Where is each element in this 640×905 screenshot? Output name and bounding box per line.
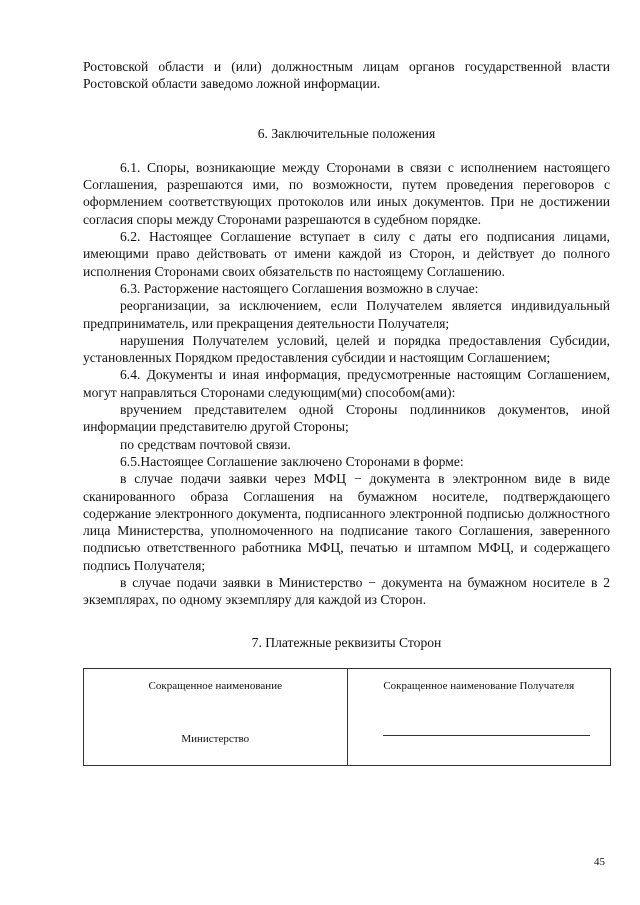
- table-cell-left: [84, 668, 348, 765]
- right-cell-label: Сокращенное наименование Получателя: [383, 679, 575, 692]
- signature-blank-line: [383, 735, 591, 736]
- left-cell-label: Сокращенное наименование: [148, 679, 282, 692]
- paragraph-6-4: 6.4. Документы и иная информация, предусмотренные настоящим Соглашением, могут направляться Сторонами следующим(ми) способом(ами):: [83, 367, 610, 400]
- paragraph-6-5: 6.5.Настоящее Соглашение заключено Сторонами в форме:: [120, 453, 464, 469]
- paragraph-6-5-item-2: в случае подачи заявки в Министерство − документа на бумажном носителе в 2 экземплярах, по одному экземпляру для каждой из Сторон.: [83, 575, 610, 608]
- paragraph-6-1: 6.1. Споры, возникающие между Сторонами в связи с исполнением настоящего Соглашения, разрешаются ими, по возможности, путем проведения переговоров с оформлением соответствующих протоколов или иных документов. При не достижении согласия споры между Сторонами разрешаются в судебном порядке.: [83, 159, 610, 227]
- paragraph-6-3: 6.3. Расторжение настоящего Соглашения возможно в случае:: [120, 280, 479, 296]
- section-7-title: 7. Платежные реквизиты Сторон: [251, 634, 442, 650]
- intro-paragraph: Ростовской области и (или) должностным лицам органов государственной власти Ростовской области заведомо ложной информации.: [83, 59, 610, 92]
- section-6-title: 6. Заключительные положения: [257, 125, 436, 141]
- paragraph-6-3-item-1: реорганизации, за исключением, если Получателем является индивидуальный предприниматель, или прекращения деятельности Получателя;: [83, 298, 610, 331]
- requisites-table: [83, 668, 611, 766]
- paragraph-6-4-item-2: по средствам почтовой связи.: [120, 436, 291, 452]
- document-body: [83, 58, 610, 766]
- table-cell-right: [347, 668, 611, 765]
- left-cell-value: Министерство: [181, 732, 250, 745]
- paragraph-6-3-item-2: нарушения Получателем условий, целей и порядка предоставления Субсидии, установленных Порядком предоставления субсидии и настоящим Соглашением;: [83, 332, 610, 366]
- paragraph-6-2: 6.2. Настоящее Соглашение вступает в силу с даты его подписания лицами, имеющими право действовать от имени каждой из Сторон, и действует до полного исполнения Сторонами своих обязательств по настоящему Соглашению.: [83, 229, 610, 279]
- paragraph-6-4-item-1: вручением представителем одной Стороны подлинников документов, иной информации представителю другой Стороны;: [83, 402, 610, 435]
- section-6-body: [83, 159, 610, 609]
- table-row: [84, 668, 611, 765]
- page-number: 45: [594, 856, 605, 868]
- paragraph-6-5-item-1: в случае подачи заявки через МФЦ − документа в электронном виде в виде сканированного образа Соглашения на бумажном носителе, подтверждающего содержание электронного документа, подписанного электронной подписью должностного лица Министерства, уполномоченного на подписание такого Соглашения, заверенного подписью ответственного работника МФЦ, печатью и штампом МФЦ, и содержащего подпись Получателя;: [83, 471, 610, 573]
